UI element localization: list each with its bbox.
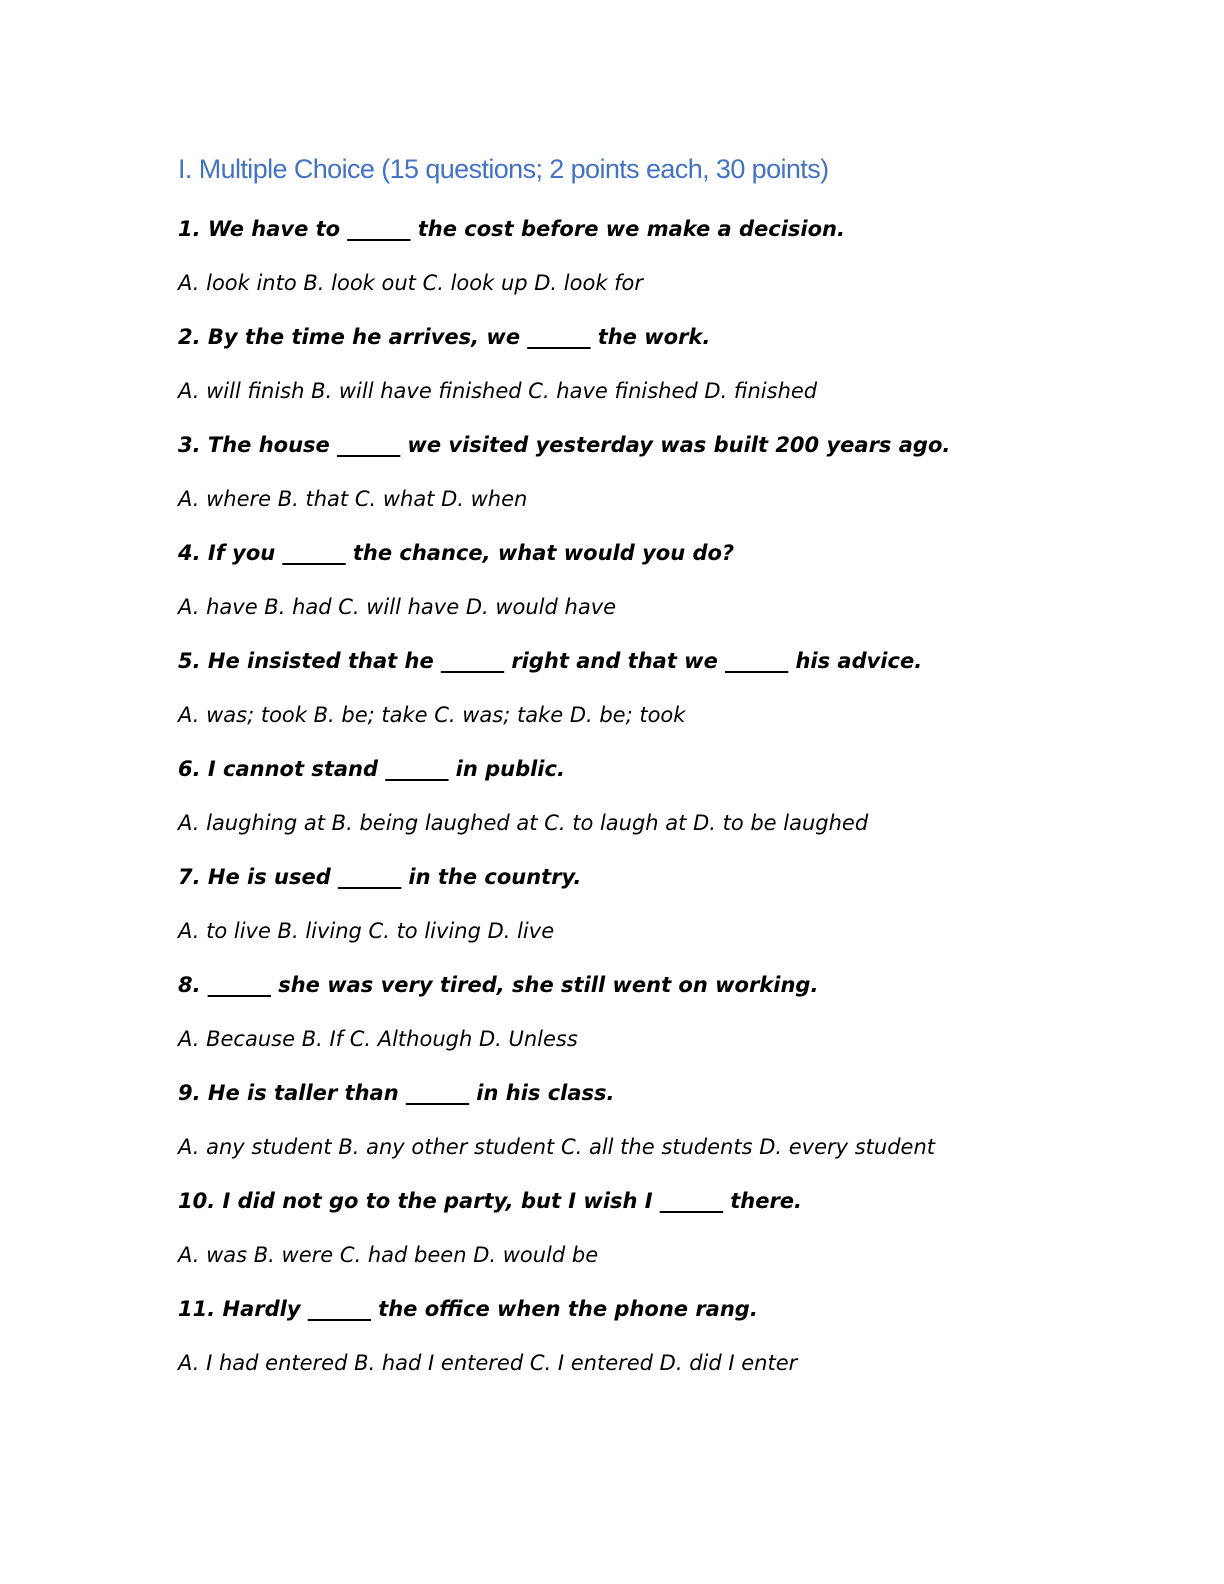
question-options: A. will finish B. will have finished C. have finished D. finished	[178, 379, 818, 403]
question-options: A. was; took B. be; take C. was; take D. be; took	[178, 703, 686, 727]
question-stem: 8. ______ she was very tired, she still went on working.	[178, 973, 819, 997]
question-options: A. laughing at B. being laughed at C. to laugh at D. to be laughed	[178, 811, 869, 835]
question-item	[178, 962, 1178, 1070]
question-item	[178, 1178, 1178, 1286]
question-item	[178, 422, 1178, 530]
question-stem: 5. He insisted that he ______ right and that we ______ his advice.	[178, 649, 923, 673]
question-stem: 4. If you ______ the chance, what would you do?	[178, 541, 735, 565]
question-item	[178, 1070, 1178, 1178]
question-list	[178, 206, 1178, 1394]
question-options: A. look into B. look out C. look up D. look for	[178, 271, 644, 295]
section-heading: I. Multiple Choice (15 questions; 2 points each, 30 points)	[178, 154, 829, 184]
question-options: A. where B. that C. what D. when	[178, 487, 528, 511]
question-options: A. I had entered B. had I entered C. I entered D. did I enter	[178, 1351, 798, 1375]
question-options: A. was B. were C. had been D. would be	[178, 1243, 599, 1267]
question-item	[178, 1286, 1178, 1394]
question-stem: 9. He is taller than ______ in his class.	[178, 1081, 615, 1105]
question-options: A. have B. had C. will have D. would have	[178, 595, 617, 619]
question-item	[178, 206, 1178, 314]
question-item	[178, 530, 1178, 638]
question-stem: 7. He is used ______ in the country.	[178, 865, 582, 889]
question-stem: 3. The house ______ we visited yesterday was built 200 years ago.	[178, 433, 951, 457]
question-item	[178, 854, 1178, 962]
question-stem: 10. I did not go to the party, but I wish I ______ there.	[178, 1189, 803, 1213]
question-item	[178, 314, 1178, 422]
question-options: A. Because B. If C. Although D. Unless	[178, 1027, 578, 1051]
question-item	[178, 638, 1178, 746]
question-stem: 1. We have to ______ the cost before we make a decision.	[178, 217, 845, 241]
question-stem: 2. By the time he arrives, we ______ the work.	[178, 325, 711, 349]
question-item	[178, 746, 1178, 854]
question-options: A. to live B. living C. to living D. live	[178, 919, 555, 943]
question-stem: 11. Hardly ______ the office when the phone rang.	[178, 1297, 758, 1321]
question-stem: 6. I cannot stand ______ in public.	[178, 757, 565, 781]
question-options: A. any student B. any other student C. all the students D. every student	[178, 1135, 936, 1159]
